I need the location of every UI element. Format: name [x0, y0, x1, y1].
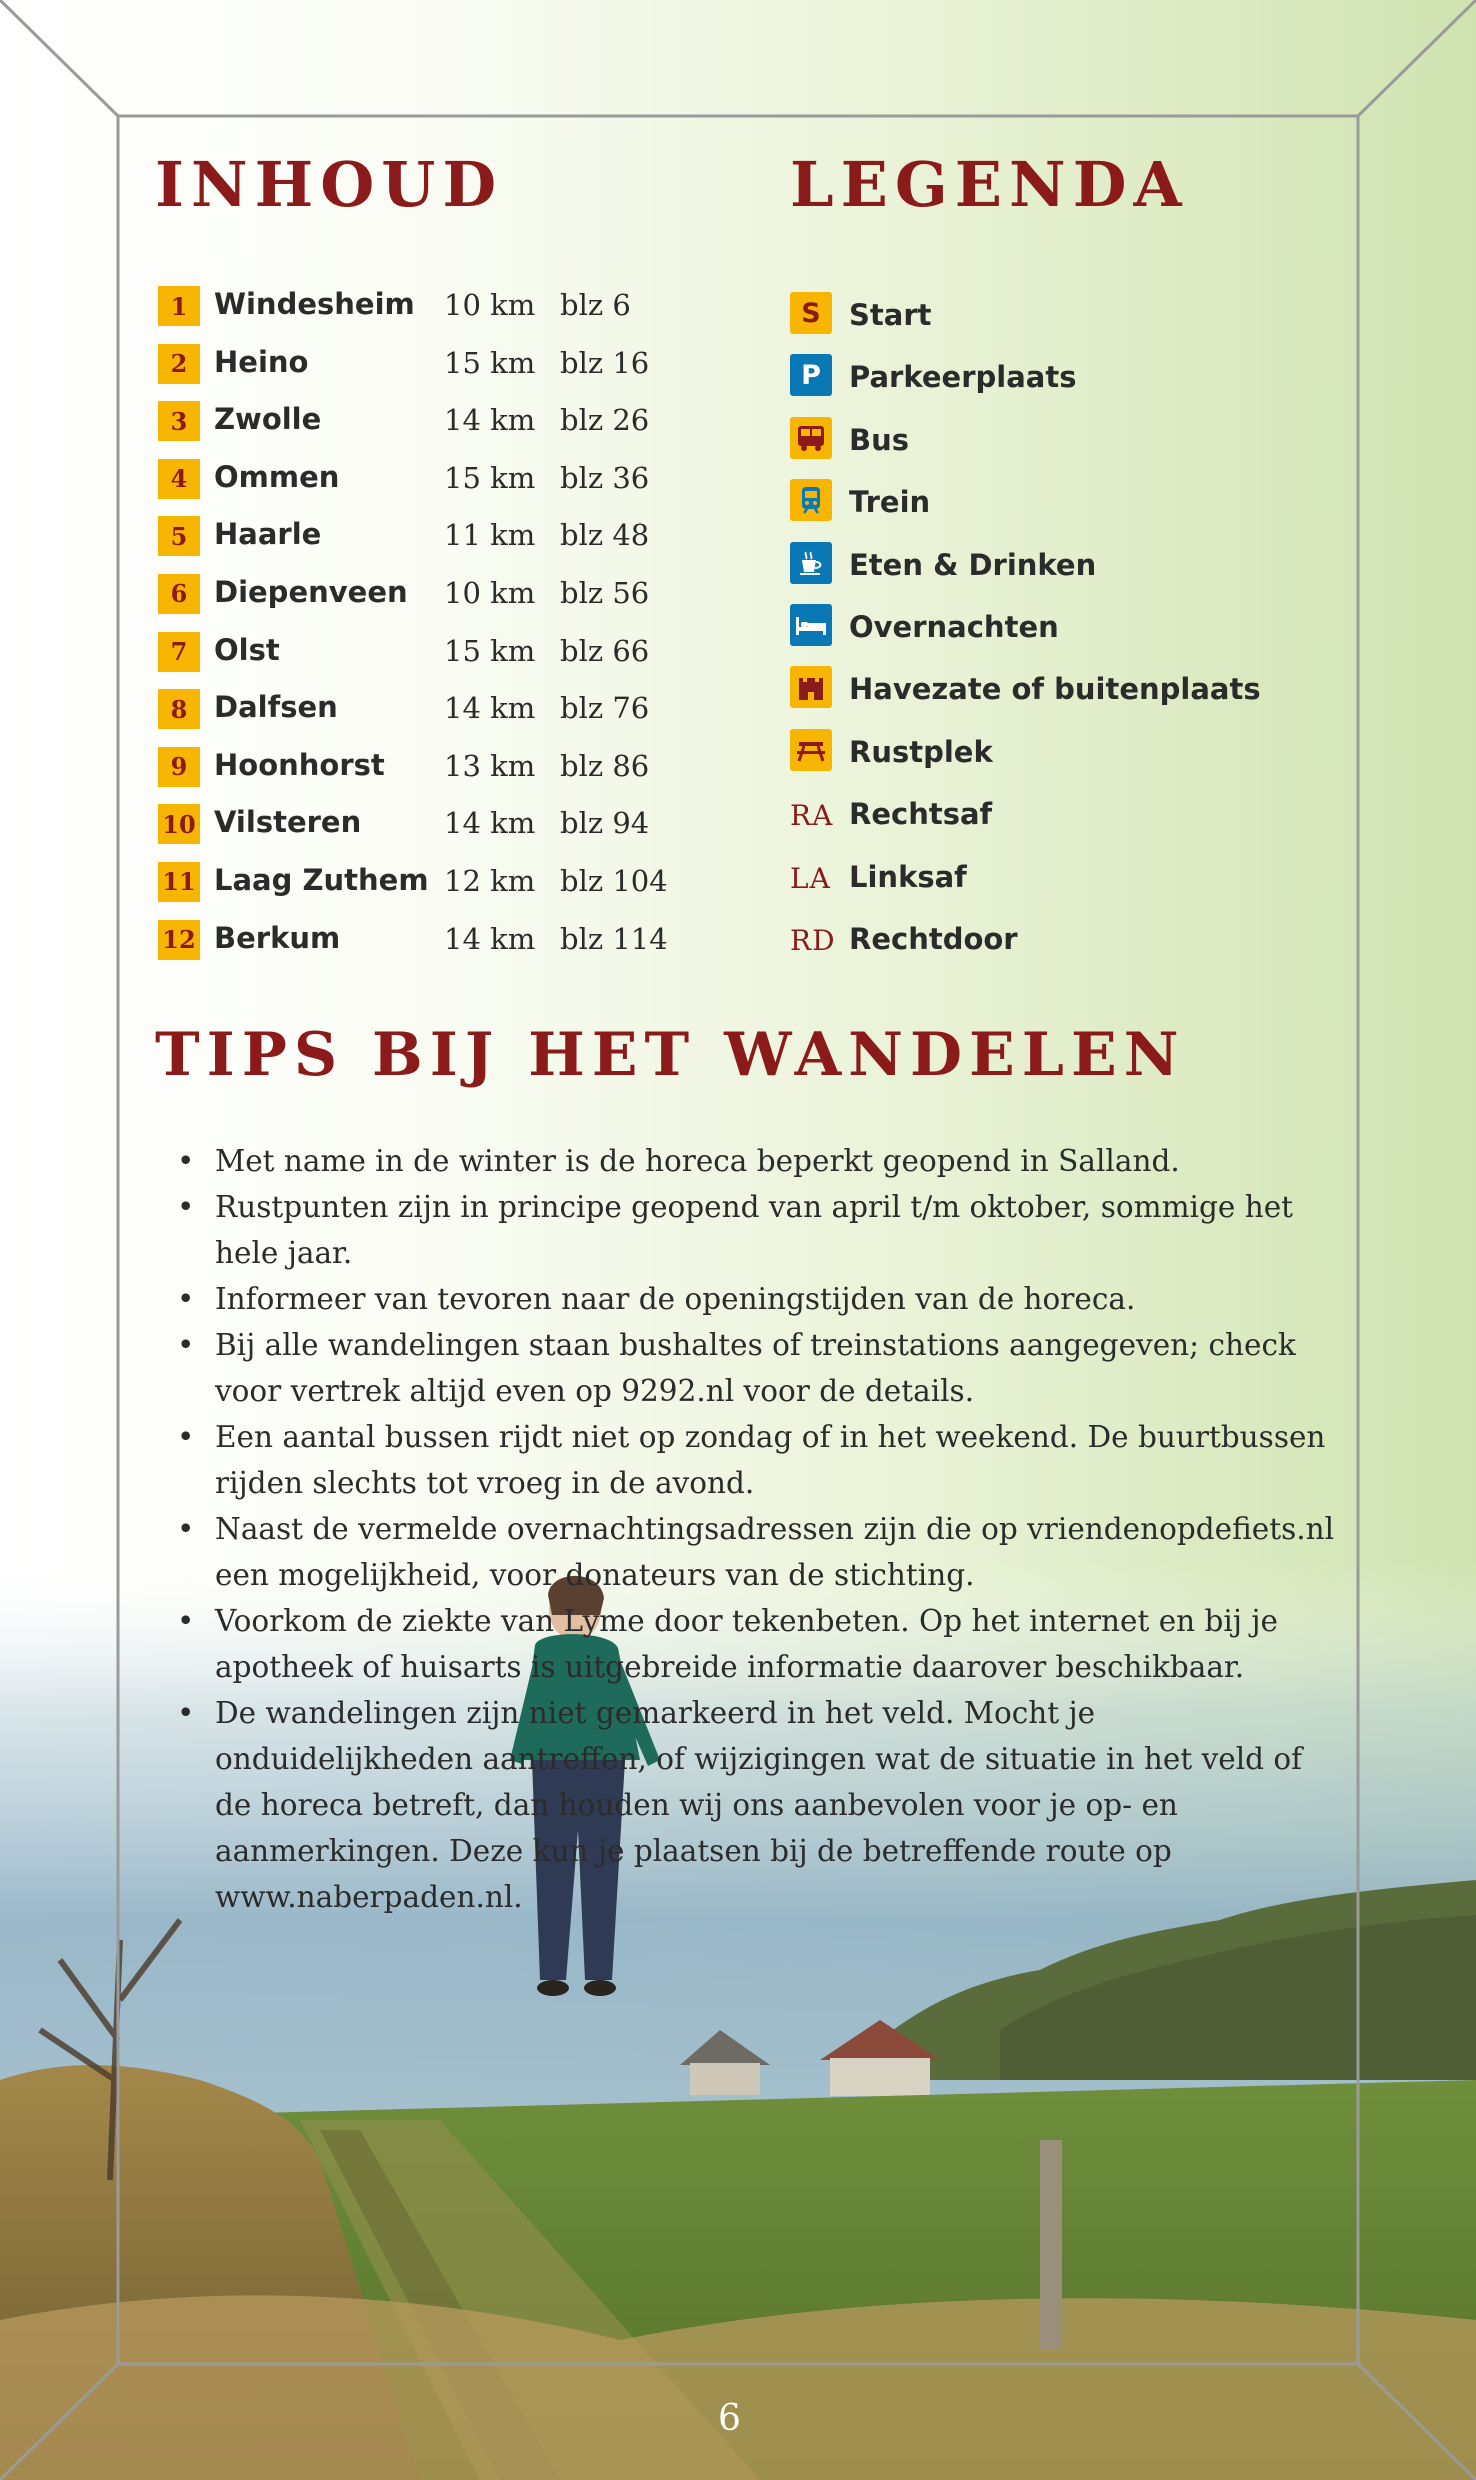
route-name: Berkum — [214, 920, 341, 955]
route-number-badge: 3 — [158, 401, 200, 441]
tips-list — [165, 1138, 1335, 1920]
route-page: blz 86 — [560, 748, 650, 783]
route-distance: 10 km — [444, 288, 536, 322]
legend-label: Trein — [849, 485, 931, 520]
route-distance: 15 km — [444, 633, 536, 668]
tip-text: De wandelingen zijn niet gemarkeerd in het veld. Mocht je onduidelijkheden aantreffen, of wijzigingen wat de situatie in het veld of de horeca betreft, dan houden wij ons aanbevolen voor je op- en aanmerkingen. Deze kun je plaatsen bij de betreffende route op www.naberpaden.nl. — [215, 1696, 1303, 1914]
tip-text: Voorkom de ziekte van Lyme door tekenbeten. Op het internet en bij je apotheek of huisarts is uitgebreide informatie daarover beschikbaar. — [215, 1604, 1278, 1684]
legend-label: Parkeerplaats — [849, 360, 1077, 395]
route-name: Windesheim — [214, 287, 415, 321]
inhoud-heading: INHOUD — [155, 148, 504, 221]
route-name: Laag Zuthem — [214, 862, 429, 897]
route-name: Dalfsen — [214, 690, 338, 725]
bullet-icon: • — [177, 1696, 195, 1730]
route-page: blz 26 — [560, 403, 650, 438]
legend-label: Rustplek — [849, 734, 993, 769]
legend-label: Eten & Drinken — [849, 547, 1097, 582]
start-icon: S — [790, 292, 832, 334]
legend-label: Linksaf — [849, 859, 967, 894]
route-name: Heino — [214, 344, 309, 379]
route-name: Haarle — [214, 517, 322, 552]
route-distance: 13 km — [444, 748, 536, 783]
legend-label: Overnachten — [849, 609, 1059, 644]
route-page: blz 36 — [560, 460, 650, 495]
route-number-badge: 1 — [158, 286, 200, 326]
tip-item — [165, 1138, 1335, 1184]
route-distance: 10 km — [444, 575, 536, 610]
bullet-icon: • — [177, 1604, 195, 1638]
route-distance: 15 km — [444, 345, 536, 380]
bullet-icon: • — [177, 1144, 195, 1178]
route-name: Zwolle — [214, 402, 322, 437]
route-distance: 14 km — [444, 691, 536, 726]
route-number-badge: 2 — [158, 344, 200, 384]
route-page: blz 76 — [560, 691, 650, 726]
route-page: blz 104 — [560, 863, 668, 898]
route-number-badge: 5 — [158, 516, 200, 556]
route-number-badge: 9 — [158, 747, 200, 787]
bullet-icon: • — [177, 1282, 195, 1316]
route-page: blz 66 — [560, 633, 650, 668]
train-icon — [790, 479, 832, 521]
tip-item — [165, 1184, 1335, 1276]
route-page: blz 16 — [560, 345, 650, 380]
route-number-badge: 8 — [158, 689, 200, 729]
legend-label: Rechtdoor — [849, 921, 1018, 956]
route-distance: 14 km — [444, 921, 536, 956]
legend-label: Start — [849, 298, 932, 332]
tip-item — [165, 1598, 1335, 1690]
route-name: Ommen — [214, 459, 340, 494]
route-name: Hoonhorst — [214, 747, 385, 782]
tip-text: Naast de vermelde overnachtingsadressen zijn die op vriendenopdefiets.nl een mogelijkheid, voor donateurs van de stichting. — [215, 1512, 1335, 1592]
parking-icon: P — [790, 354, 832, 396]
route-distance: 14 km — [444, 403, 536, 438]
tip-item — [165, 1690, 1335, 1920]
route-number-badge: 4 — [158, 459, 200, 499]
route-number-badge: 10 — [158, 804, 200, 844]
route-number-badge: 7 — [158, 632, 200, 672]
legend-abbr: LA — [790, 861, 831, 895]
route-distance: 12 km — [444, 863, 536, 898]
route-number-badge: 12 — [158, 920, 200, 960]
bed-icon — [790, 604, 832, 646]
route-name: Vilsteren — [214, 805, 362, 840]
tip-text: Informeer van tevoren naar de openingstijden van de horeca. — [215, 1282, 1136, 1316]
tip-text: Een aantal bussen rijdt niet op zondag of in het weekend. De buurtbussen rijden slechts tot vroeg in de avond. — [215, 1420, 1326, 1500]
bullet-icon: • — [177, 1190, 195, 1224]
legend-abbr: RA — [790, 799, 834, 833]
route-page: blz 48 — [560, 518, 650, 553]
tip-item — [165, 1276, 1335, 1322]
route-page: blz 114 — [560, 921, 668, 956]
tips-heading: TIPS BIJ HET WANDELEN — [155, 1020, 1186, 1090]
legenda-heading: LEGENDA — [790, 148, 1189, 221]
route-name: Olst — [214, 632, 280, 667]
picnic-table-icon — [790, 729, 832, 771]
tip-text: Rustpunten zijn in principe geopend van april t/m oktober, sommige het hele jaar. — [215, 1190, 1294, 1270]
legend-label: Havezate of buitenplaats — [849, 672, 1261, 707]
tip-item — [165, 1322, 1335, 1414]
route-distance: 14 km — [444, 806, 536, 841]
tip-item — [165, 1506, 1335, 1598]
tip-text: Met name in de winter is de horeca beperkt geopend in Salland. — [215, 1144, 1180, 1178]
route-number-badge: 6 — [158, 574, 200, 614]
route-page: blz 56 — [560, 575, 650, 610]
route-distance: 11 km — [444, 518, 536, 553]
route-page: blz 6 — [560, 288, 631, 322]
bullet-icon: • — [177, 1328, 195, 1362]
castle-icon — [790, 666, 832, 708]
food-drink-icon — [790, 542, 832, 584]
legend-label: Bus — [849, 422, 910, 457]
page-number: 6 — [718, 2398, 741, 2439]
route-name: Diepenveen — [214, 574, 408, 609]
bullet-icon: • — [177, 1420, 195, 1454]
route-distance: 15 km — [444, 460, 536, 495]
route-number-badge: 11 — [158, 862, 200, 902]
legend-label: Rechtsaf — [849, 797, 993, 832]
legend-abbr: RD — [790, 923, 836, 957]
bus-icon — [790, 417, 832, 459]
tip-item — [165, 1414, 1335, 1506]
tip-text: Bij alle wandelingen staan bushaltes of treinstations aangegeven; check voor vertrek altijd even op 9292.nl voor de details. — [215, 1328, 1296, 1408]
bullet-icon: • — [177, 1512, 195, 1546]
route-page: blz 94 — [560, 806, 650, 841]
